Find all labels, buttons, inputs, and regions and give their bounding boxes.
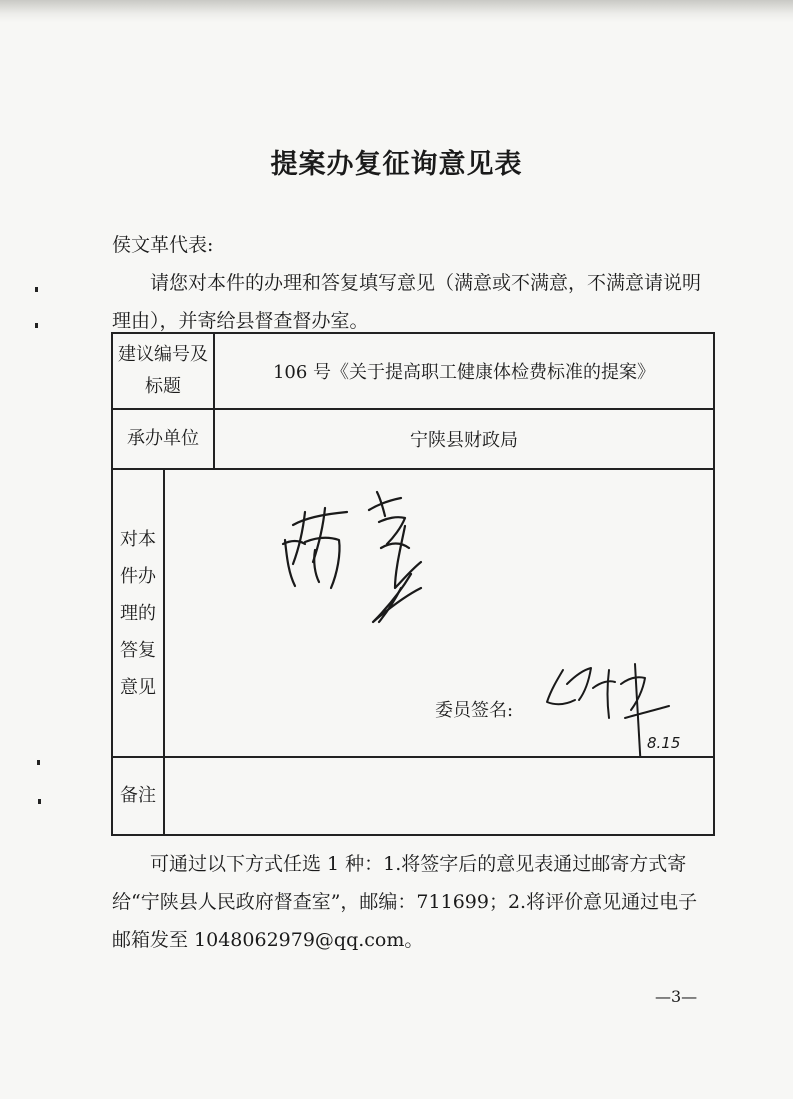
opinion-value-cell[interactable]	[164, 469, 714, 757]
page-number: —3—	[655, 987, 698, 1006]
proposal-value-cell	[214, 333, 714, 409]
salutation: 侯文革代表:	[112, 234, 214, 256]
remark-label: 备注	[120, 785, 156, 806]
proposal-title: 106 号《关于提高职工健康体检费标准的提案》	[272, 362, 656, 383]
table-row	[112, 333, 714, 409]
scan-edge-shadow	[0, 0, 793, 22]
table-row	[112, 757, 714, 835]
proposal-label-cell	[112, 333, 214, 409]
signature-date: 8.15	[647, 734, 681, 752]
instruction-paragraph: 请您对本件的办理和答复填写意见（满意或不满意，不满意请说明理由），并寄给县督查督办室。	[112, 272, 702, 332]
remark-label-cell	[112, 757, 164, 835]
margin-mark	[35, 287, 38, 292]
unit-value-cell	[214, 409, 714, 469]
handwriting-area	[165, 470, 713, 756]
table-row	[112, 469, 714, 757]
opinion-label-cell	[112, 469, 164, 757]
signature-label: 委员签名:	[435, 700, 514, 721]
margin-mark	[37, 760, 40, 765]
remark-value-cell[interactable]	[164, 757, 714, 835]
unit-label: 承办单位	[127, 428, 199, 449]
opinion-label: 对本件办理的答复意见	[120, 528, 156, 698]
document-title: 提案办复征询意见表	[270, 149, 523, 180]
footer-note: 可通过以下方式任选 1 种：1.将签字后的意见表通过邮寄方式寄给“宁陕县人民政府督查室”，邮编：711699；2.将评价意见通过电子邮箱发至 1048062979@qq.com。	[112, 853, 698, 951]
unit-value: 宁陕县财政局	[410, 430, 518, 451]
proposal-label: 建议编号及标题	[118, 344, 208, 397]
margin-mark	[38, 799, 41, 804]
handwritten-signature	[165, 470, 713, 756]
opinion-form-table	[111, 332, 715, 836]
table-row	[112, 409, 714, 469]
unit-label-cell	[112, 409, 214, 469]
margin-mark	[35, 323, 38, 328]
